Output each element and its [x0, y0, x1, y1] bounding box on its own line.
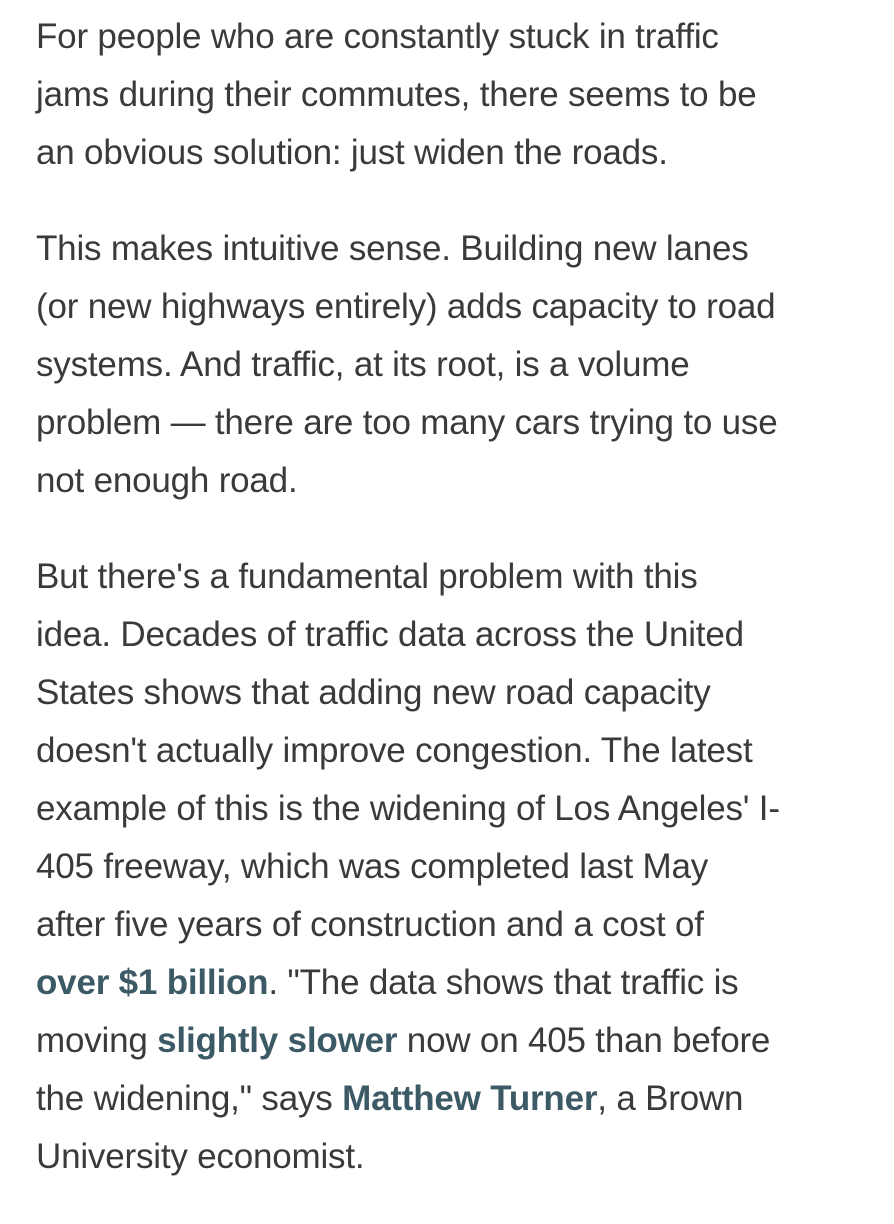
- paragraph-line: idea. Decades of traffic data across the United: [36, 615, 744, 654]
- paragraph-line: problem — there are too many cars trying to use: [36, 403, 778, 442]
- paragraph-text: now on 405 than before: [397, 1021, 771, 1060]
- paragraph-line: University economist.: [36, 1137, 365, 1176]
- paragraph-1: [36, 8, 866, 182]
- paragraph-line: For people who are constantly stuck in traffic: [36, 17, 719, 56]
- paragraph-line: not enough road.: [36, 461, 298, 500]
- paragraph-2: [36, 220, 866, 510]
- paragraph-line: 405 freeway, which was completed last May: [36, 847, 709, 886]
- paragraph-line: [36, 954, 866, 1012]
- paragraph-text: , a Brown: [597, 1079, 744, 1118]
- paragraph-line: doesn't actually improve congestion. The latest: [36, 731, 753, 770]
- paragraph-line: [36, 1070, 866, 1128]
- paragraph-line: But there's a fundamental problem with this: [36, 557, 698, 596]
- paragraph-line: [36, 1012, 866, 1070]
- paragraph-text: moving: [36, 1021, 158, 1060]
- paragraph-line: jams during their commutes, there seems to be: [36, 75, 757, 114]
- link-over-1-billion[interactable]: over $1 billion: [36, 963, 269, 1002]
- article-body: [36, 8, 866, 1224]
- link-slightly-slower[interactable]: slightly slower: [157, 1021, 398, 1060]
- paragraph-line: example of this is the widening of Los Angeles' I-: [36, 789, 780, 828]
- paragraph-text: . "The data shows that traffic is: [268, 963, 739, 1002]
- paragraph-line: States shows that adding new road capacity: [36, 673, 711, 712]
- paragraph-line: after five years of construction and a cost of: [36, 905, 704, 944]
- paragraph-3: [36, 548, 866, 1186]
- paragraph-line: an obvious solution: just widen the roads.: [36, 133, 668, 172]
- paragraph-line: systems. And traffic, at its root, is a volume: [36, 345, 690, 384]
- paragraph-line: This makes intuitive sense. Building new lanes: [36, 229, 749, 268]
- link-matthew-turner[interactable]: Matthew Turner: [342, 1079, 598, 1118]
- paragraph-line: (or new highways entirely) adds capacity to road: [36, 287, 776, 326]
- paragraph-text: the widening," says: [36, 1079, 343, 1118]
